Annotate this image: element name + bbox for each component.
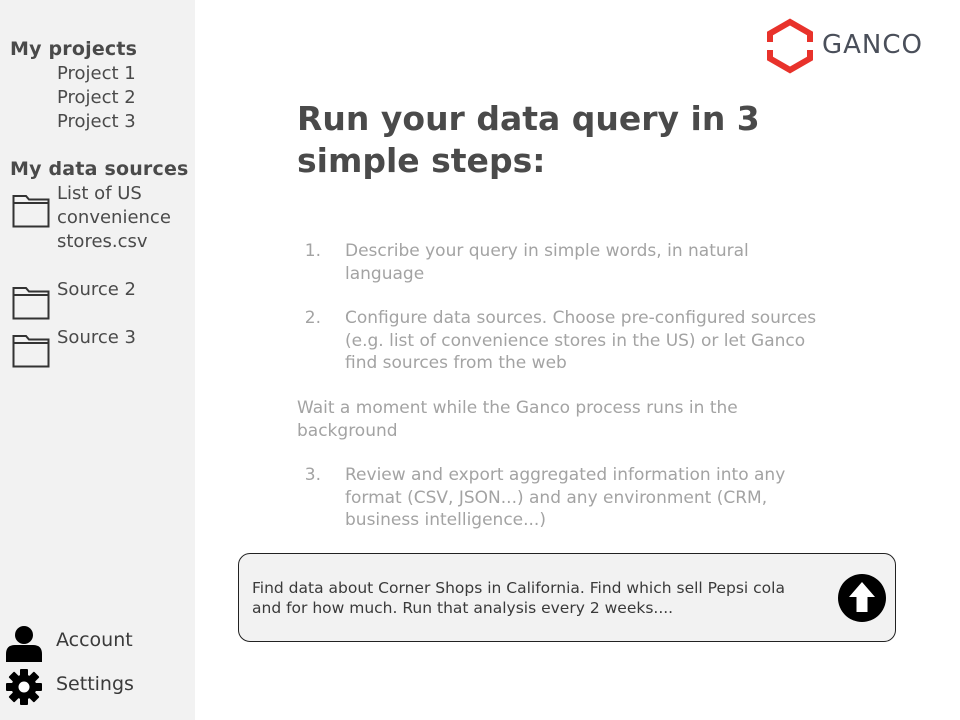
sidebar-item-source-2[interactable]: [12, 278, 195, 318]
step-item: [297, 240, 837, 286]
sidebar-item-account[interactable]: [6, 624, 156, 662]
sidebar-item-project-2[interactable]: Project 2: [57, 87, 136, 108]
step-text: Describe your query in simple words, in natural language: [345, 241, 749, 284]
gear-icon: [6, 668, 42, 706]
source-label: Source 3: [57, 327, 136, 348]
data-sources-section-title: My data sources: [10, 158, 189, 180]
sidebar-item-project-1[interactable]: Project 1: [57, 63, 136, 84]
query-input-box[interactable]: [238, 553, 896, 642]
folder-icon: [12, 330, 50, 368]
settings-label: Settings: [56, 673, 134, 695]
step-text: Configure data sources. Choose pre-configured sources (e.g. list of convenience stores in the US) or let Ganco find sources from the web: [345, 308, 817, 373]
account-label: Account: [56, 629, 133, 651]
step-number: 3.: [304, 465, 321, 485]
sidebar-item-source-3[interactable]: [12, 326, 195, 370]
step-number: 2.: [304, 308, 321, 328]
page-title: Run your data query in 3 simple steps:: [297, 99, 760, 180]
step-number: 1.: [304, 241, 321, 261]
step-item: [297, 307, 837, 375]
submit-query-button[interactable]: [838, 574, 886, 622]
source-label: Source 2: [57, 279, 136, 300]
step-text: Review and export aggregated information into any format (CSV, JSON...) and any environment (CRM, business intelligence...): [345, 465, 786, 530]
brand-logo: [766, 18, 936, 74]
sidebar-item-source-1[interactable]: [12, 182, 195, 254]
projects-section-title: My projects: [10, 38, 138, 60]
folder-icon: [12, 282, 50, 320]
source-label: List of US convenience stores.csv: [57, 183, 171, 252]
sidebar-item-project-3[interactable]: Project 3: [57, 111, 136, 132]
query-input-text[interactable]: Find data about Corner Shops in California. Find which sell Pepsi cola and for how much. Run that analysis every 2 weeks....: [252, 579, 785, 617]
brand-name: GANCO: [822, 30, 924, 60]
step-item: [297, 464, 837, 532]
user-icon: [6, 624, 42, 662]
sidebar: [0, 0, 195, 720]
folder-icon: [12, 190, 50, 228]
wait-note: Wait a moment while the Ganco process runs in the background: [297, 398, 738, 441]
hexagon-logo-icon: [766, 18, 814, 74]
sidebar-item-settings[interactable]: [6, 668, 156, 706]
upload-arrow-icon: [838, 574, 886, 622]
